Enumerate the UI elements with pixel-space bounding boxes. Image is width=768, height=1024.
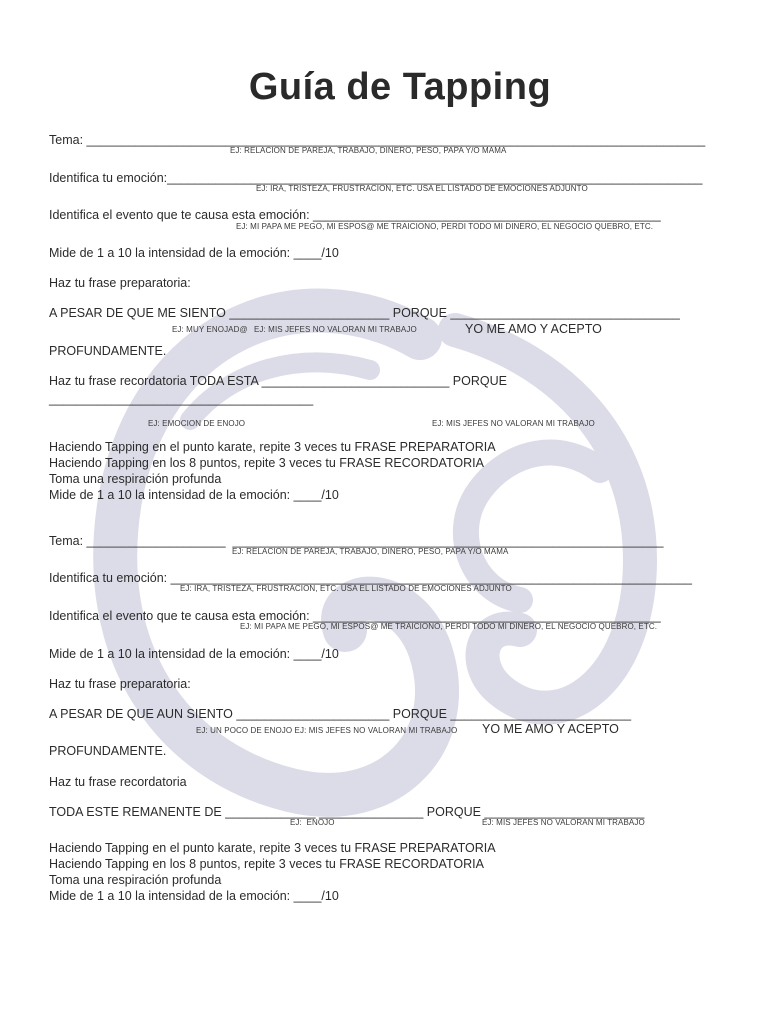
step-8-puntos: Haciendo Tapping en los 8 puntos, repite 3 veces tu FRASE RECORDATORIA [49,456,484,470]
emocion-line-2[interactable]: Identifica tu emoción: ___________________________________________________________________________ [49,571,692,585]
toda-hint-porque: EJ: MIS JEFES NO VALORAN MI TRABAJO [482,818,645,827]
evento-hint-2: EJ: MI PAPA ME PEGO, MI ESPOS@ ME TRAICIONO, PERDI TODO MI DINERO, EL NEGOCIO QUEBRO, ETC. [240,622,658,631]
page-title: Guía de Tapping [248,66,552,108]
tema-line-2[interactable]: Tema: ____________________ ______________________________________________________________ [49,534,664,548]
emocion-line[interactable]: Identifica tu emoción:_____________________________________________________________________________ [49,171,703,185]
emocion-hint-2: EJ: IRA, TRISTEZA, FRUSTRACION, ETC. USA EL LISTADO DE EMOCIONES ADJUNTO [180,584,512,593]
evento-line-2[interactable]: Identifica el evento que te causa esta emoción: __________________________________________________ [49,609,661,623]
a-pesar-hint-2: EJ: UN POCO DE ENOJO EJ: MIS JEFES NO VALORAN MI TRABAJO [196,726,458,735]
frase-preparatoria-heading-2: Haz tu frase preparatoria: [49,677,191,691]
recordatoria-hint-emocion: EJ: EMOCION DE ENOJO [148,419,246,428]
frase-recordatoria-continuation[interactable]: ______________________________________ [49,392,314,406]
yo-me-amo-text: YO ME AMO Y ACEPTO [465,322,602,336]
tema-line[interactable]: Tema: _________________________________________________________________________________________ [49,133,706,147]
a-pesar-line-2[interactable]: A PESAR DE QUE AUN SIENTO ______________________ PORQUE __________________________ [49,707,632,721]
emocion-hint: EJ: IRA, TRISTEZA, FRUSTRACION, ETC. USA EL LISTADO DE EMOCIONES ADJUNTO [256,184,588,193]
profundamente-text-2: PROFUNDAMENTE. [49,744,167,758]
a-pesar-hint-porque: EJ: MIS JEFES NO VALORAN MI TRABAJO [254,325,417,334]
intensidad-line[interactable]: Mide de 1 a 10 la intensidad de la emoción: ____/10 [49,246,339,260]
step-karate-2: Haciendo Tapping en el punto karate, repite 3 veces tu FRASE PREPARATORIA [49,841,496,855]
profundamente-text: PROFUNDAMENTE. [49,344,167,358]
toda-remanente-line[interactable]: TODA ESTE REMANENTE DE _____________ _______________ PORQUE _______________________ [49,805,645,819]
evento-hint: EJ: MI PAPA ME PEGO, MI ESPOS@ ME TRAICIONO, PERDI TODO MI DINERO, EL NEGOCIO QUEBRO, ETC. [236,222,654,231]
toda-hint-emocion: EJ: ENOJO [290,818,335,827]
a-pesar-hint-emocion: EJ: MUY ENOJAD@ [172,325,248,334]
frase-preparatoria-heading: Haz tu frase preparatoria: [49,276,191,290]
step-mide-final[interactable]: Mide de 1 a 10 la intensidad de la emoción: ____/10 [49,488,339,502]
step-respiracion: Toma una respiración profunda [49,472,222,486]
step-karate: Haciendo Tapping en el punto karate, repite 3 veces tu FRASE PREPARATORIA [49,440,496,454]
frase-recordatoria-heading-2: Haz tu frase recordatoria [49,775,187,789]
step-respiracion-2: Toma una respiración profunda [49,873,222,887]
evento-line[interactable]: Identifica el evento que te causa esta emoción: __________________________________________________ [49,208,661,222]
yo-me-amo-text-2: YO ME AMO Y ACEPTO [482,722,619,736]
tema-hint: EJ: RELACION DE PAREJA, TRABAJO, DINERO, PESO, PAPA Y/O MAMA [230,146,507,155]
frase-recordatoria-line[interactable]: Haz tu frase recordatoria TODA ESTA ___________________________ PORQUE [49,374,507,388]
step-8-puntos-2: Haciendo Tapping en los 8 puntos, repite 3 veces tu FRASE RECORDATORIA [49,857,484,871]
recordatoria-hint-porque: EJ: MIS JEFES NO VALORAN MI TRABAJO [432,419,595,428]
tema-hint-2: EJ: RELACION DE PAREJA, TRABAJO, DINERO, PESO, PAPA Y/O MAMA [232,547,509,556]
step-mide-final-2[interactable]: Mide de 1 a 10 la intensidad de la emoción: ____/10 [49,889,339,903]
a-pesar-line[interactable]: A PESAR DE QUE ME SIENTO _______________________ PORQUE _________________________________ [49,306,680,320]
intensidad-line-2[interactable]: Mide de 1 a 10 la intensidad de la emoción: ____/10 [49,647,339,661]
